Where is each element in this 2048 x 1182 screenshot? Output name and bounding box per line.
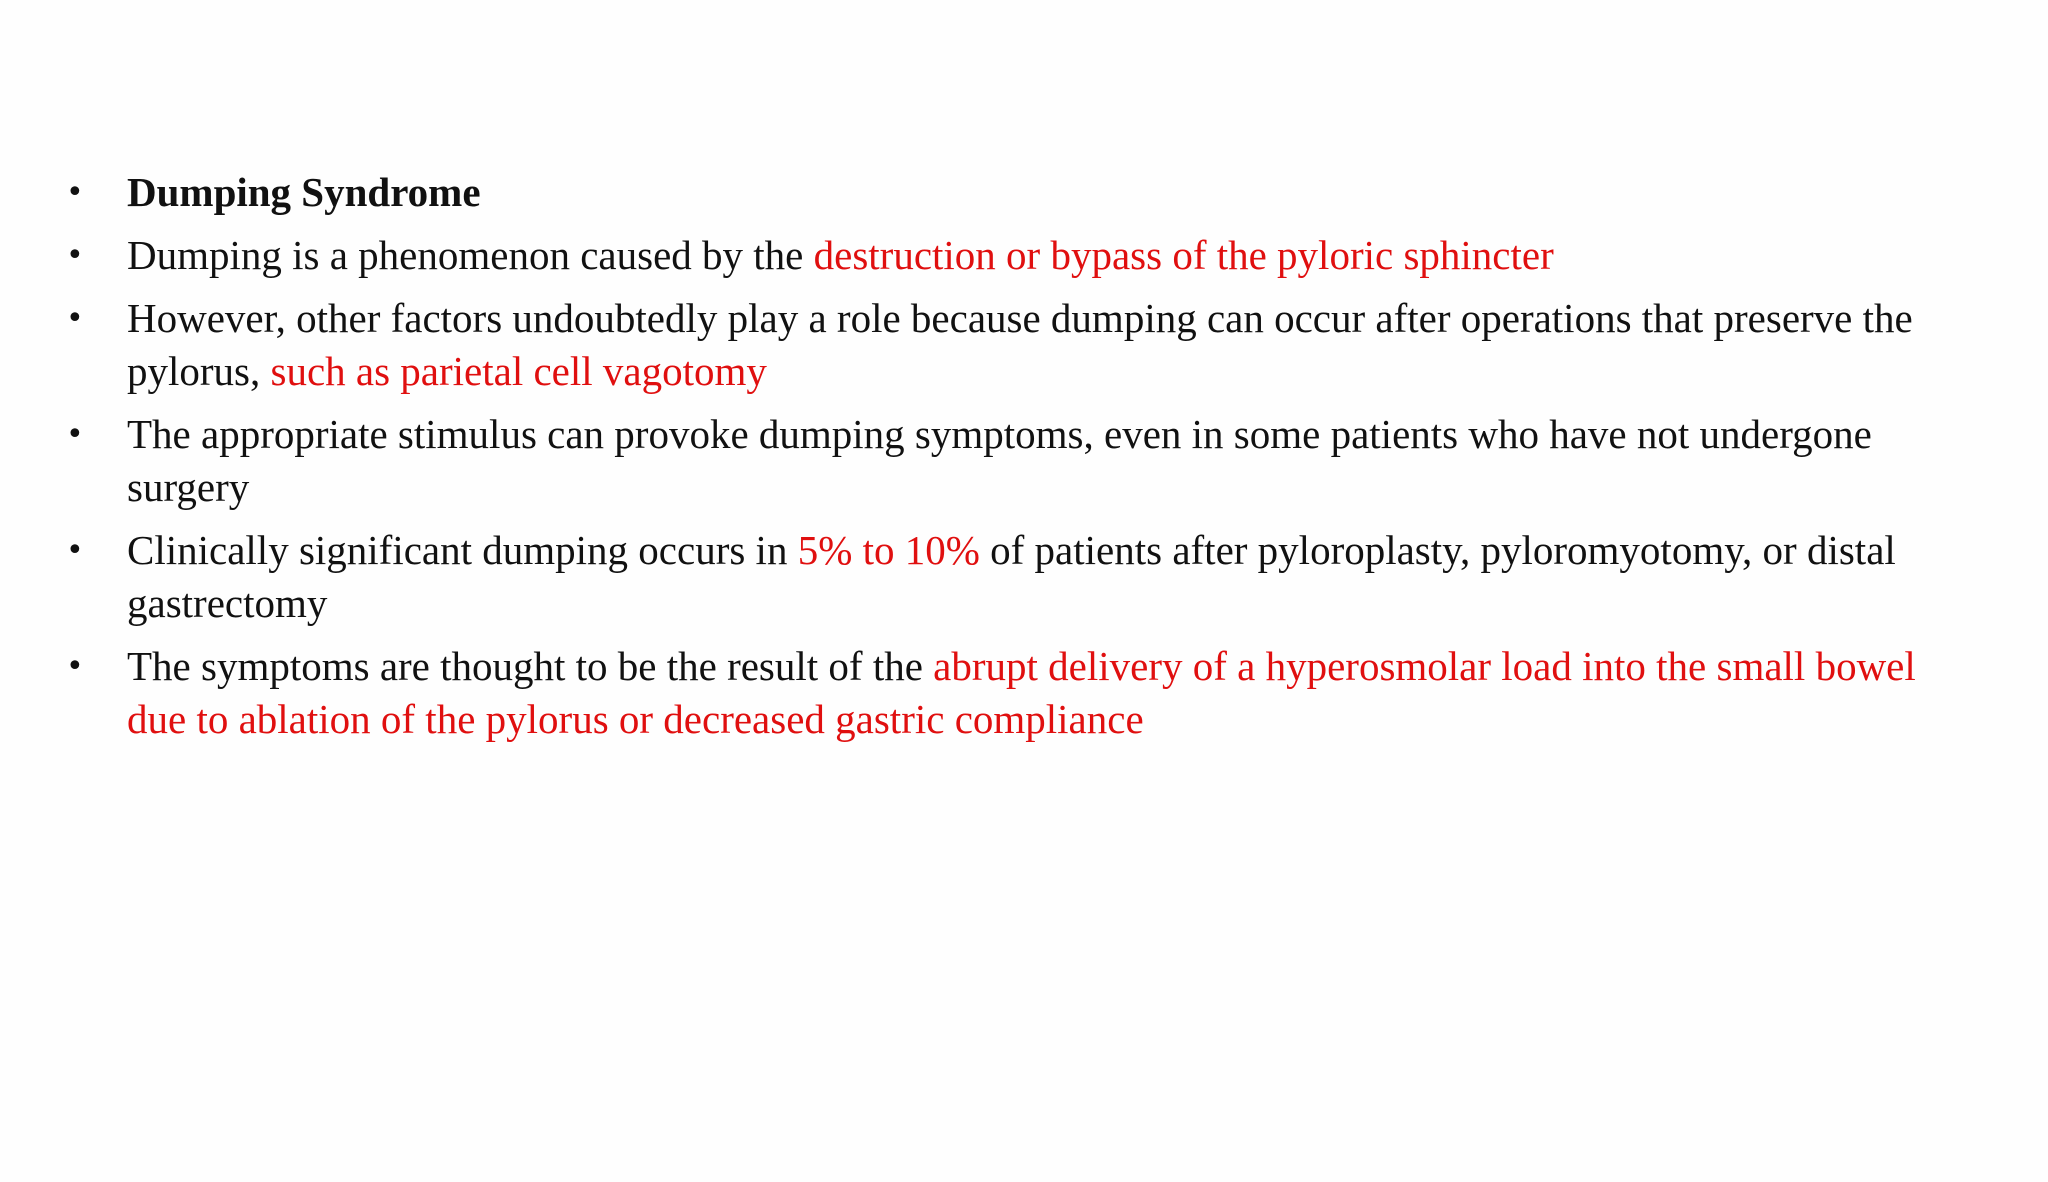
bullet-item-title	[60, 166, 1960, 219]
bullet-list	[60, 166, 1960, 756]
bullet-dot: •	[66, 417, 84, 452]
bullet-text: Dumping is a phenomenon caused by the	[127, 232, 814, 278]
bullet-item-other-factors	[60, 292, 1960, 398]
bullet-text: The appropriate stimulus can provoke dumping symptoms, even in some patients who have not undergone surgery	[127, 411, 1872, 510]
bullet-highlight: abrupt delivery of a hyperosmolar load into the small bowel due to ablation of the pylorus or decreased gastric compliance	[127, 643, 1916, 742]
bullet-item-incidence	[60, 524, 1960, 630]
bullet-highlight: 5% to 10%	[797, 527, 980, 573]
bullet-dot: •	[66, 533, 84, 568]
bullet-text: of patients after pyloroplasty, pyloromyotomy, or distal gastrectomy	[127, 527, 1896, 626]
bullet-dot: •	[66, 175, 84, 210]
bullet-dot: •	[66, 301, 84, 336]
bullet-item-pyloric-sphincter	[60, 229, 1960, 282]
bullet-text: The symptoms are thought to be the result of the	[127, 643, 934, 689]
bullet-text: Clinically significant dumping occurs in	[127, 527, 798, 573]
bullet-highlight: such as parietal cell vagotomy	[270, 348, 767, 394]
bullet-text: However, other factors undoubtedly play a role because dumping can occur after operations that preserve the pylorus,	[127, 295, 1913, 394]
slide-title: Dumping Syndrome	[127, 169, 481, 215]
bullet-item-stimulus	[60, 408, 1960, 514]
bullet-dot: •	[66, 238, 84, 273]
bullet-highlight: destruction or bypass of the pyloric sphincter	[813, 232, 1554, 278]
bullet-item-symptoms-cause	[60, 640, 1960, 746]
bullet-dot: •	[66, 649, 84, 684]
